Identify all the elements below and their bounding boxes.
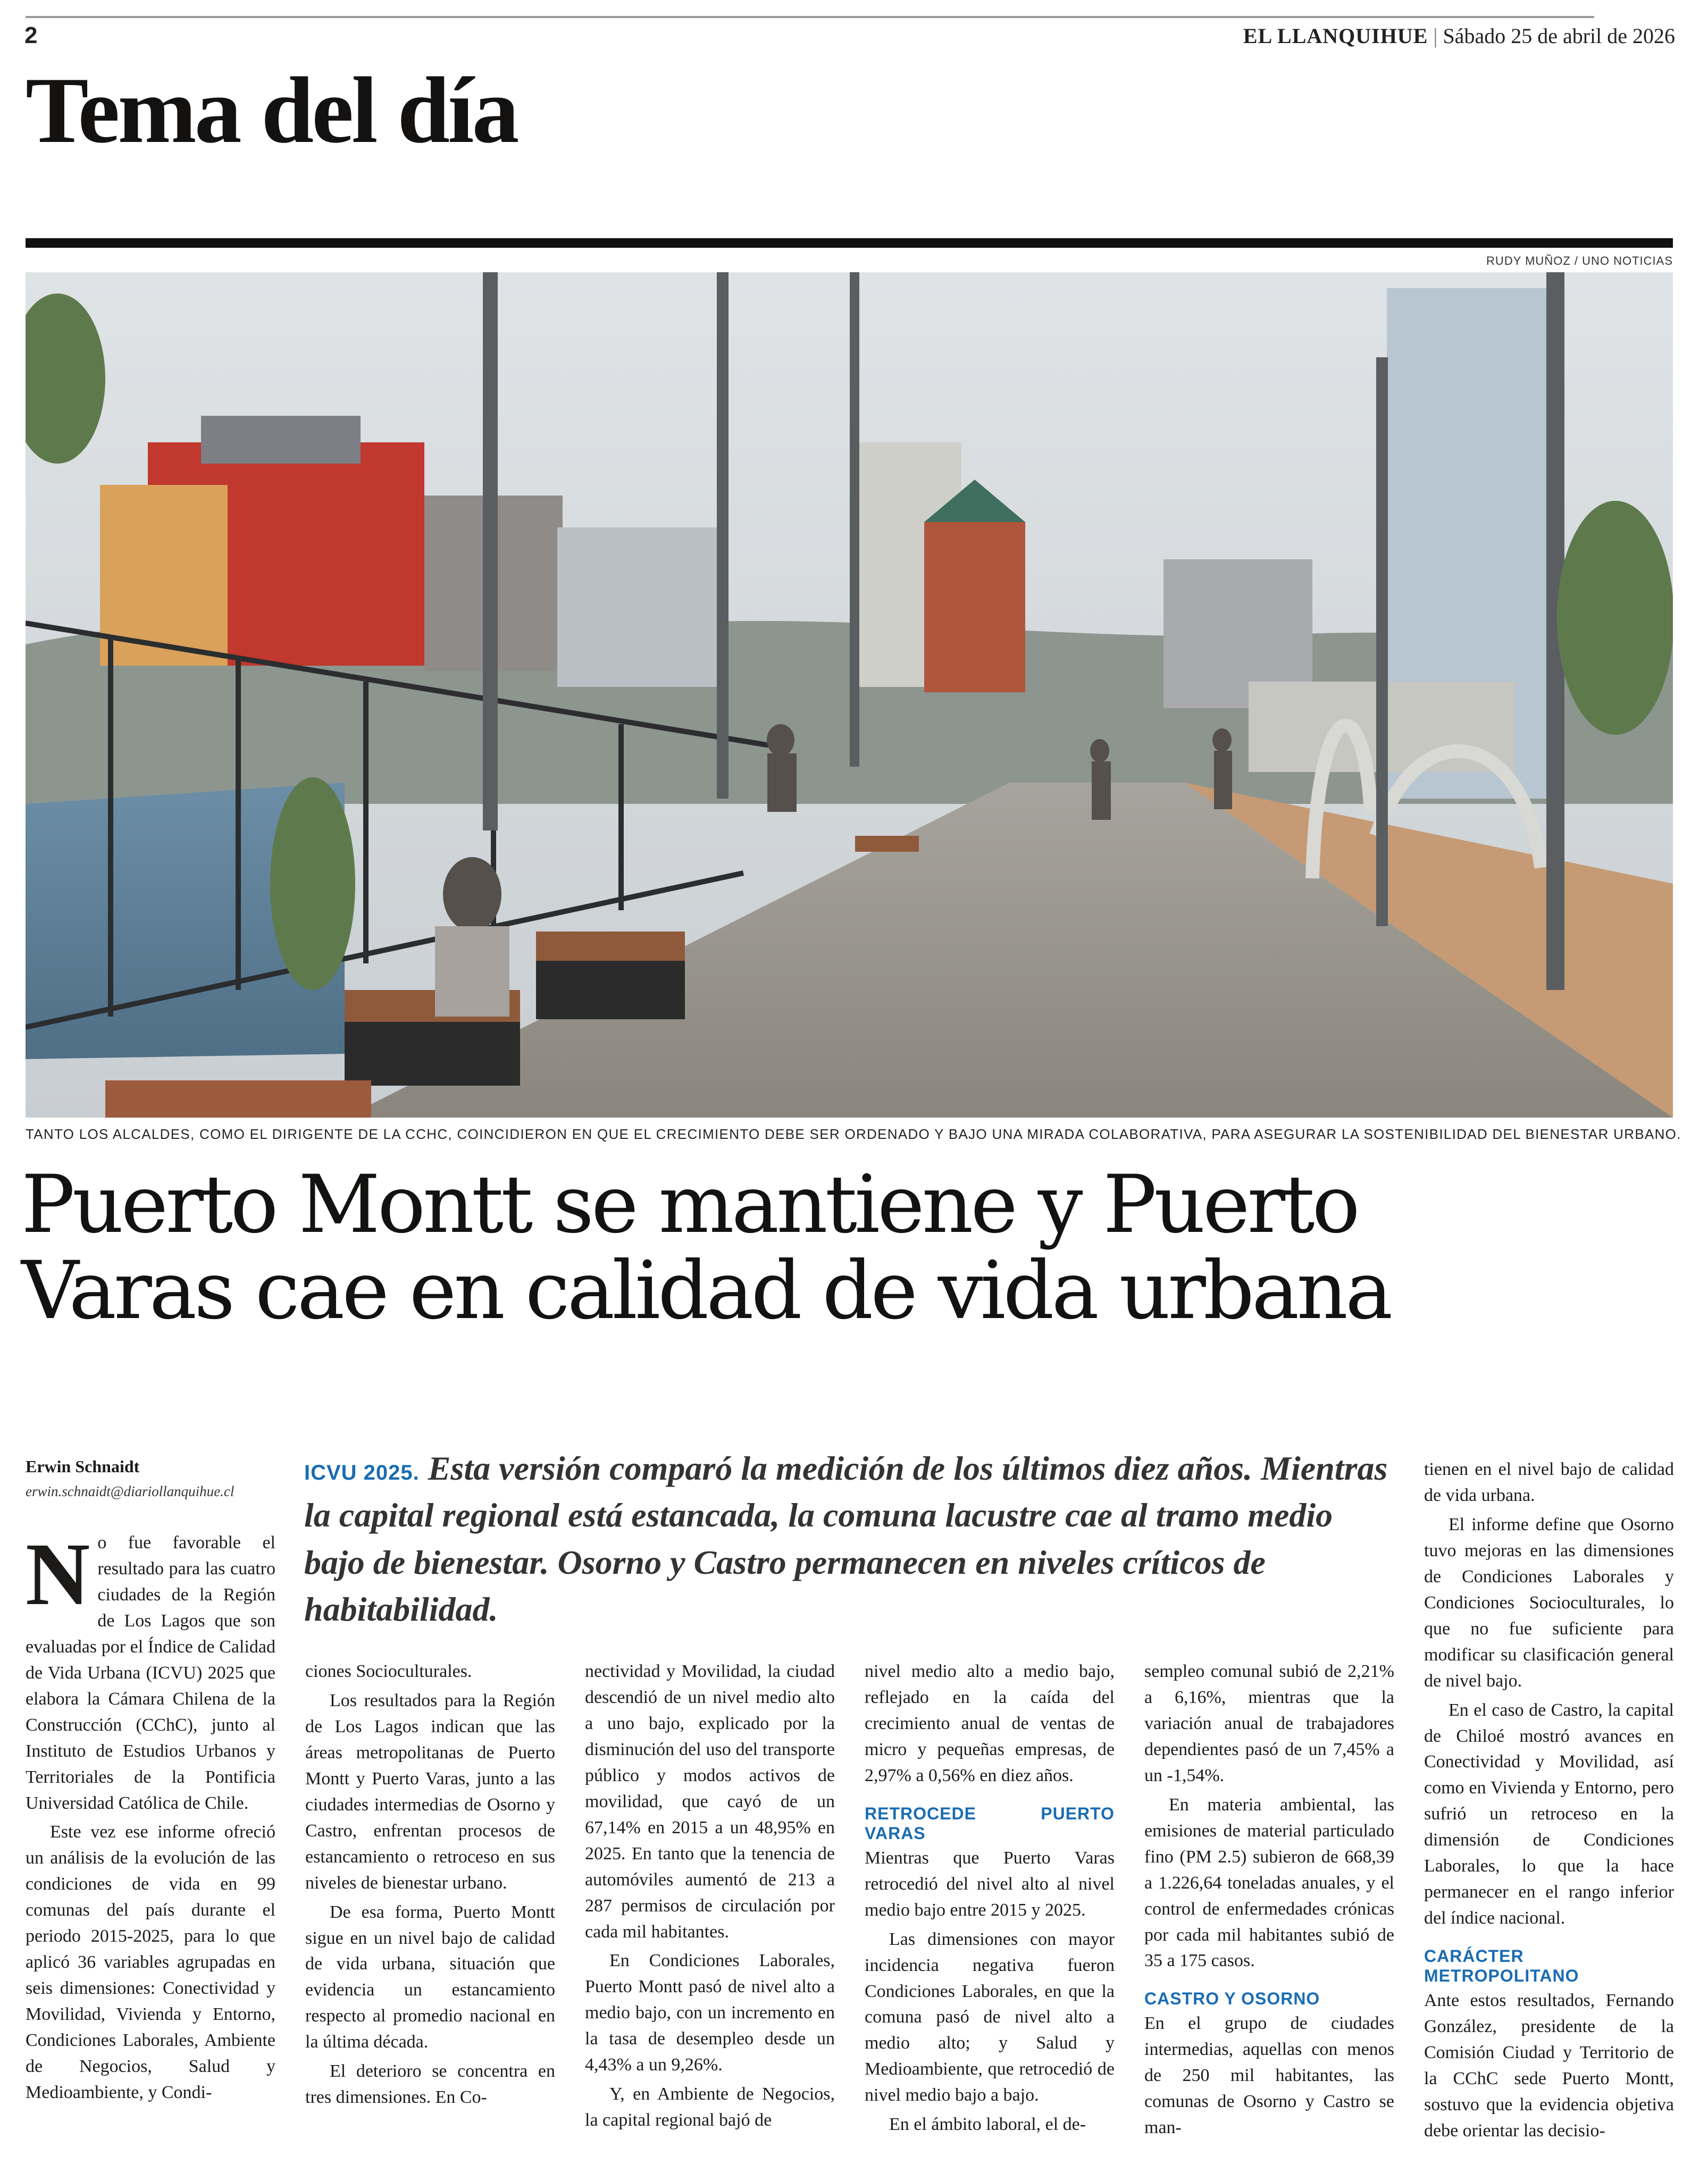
folio: EL LLANQUIHUE | Sábado 25 de abril de 2026 [1243, 24, 1675, 48]
paragraph: En el caso de Castro, la capital de Chiloé mostró avances en Conectividad y Movilidad, así como en Vivienda y Entorno, pero sufrió un retroceso en la dimensión de Condiciones Laborales, lo que la hace permanecer en el rango inferior del índice nacional. [1424, 1700, 1674, 1928]
main-photo [26, 272, 1673, 1118]
paragraph: Las dimensiones con mayor incidencia negativa fueron Condiciones Laborales, en que la comuna pasó de nivel alto a medio alto; y Salud y Medioambiente, que retrocedió de nivel medio bajo a bajo. [865, 1929, 1115, 2105]
deck-tag: ICVU 2025. [304, 1461, 420, 1484]
paragraph: El deterioro se concentra en tres dimensiones. En Co- [305, 2061, 555, 2108]
paragraph: ciones Socioculturales. [305, 1661, 472, 1681]
paragraph: tienen en el nivel bajo de calidad de vida urbana. [1424, 1459, 1674, 1505]
intro-text: o fue favorable el resultado para las cuatro ciudades de la Región de Los Lagos que son evaluadas por el Índice de Calidad de Vida Urbana (ICVU) 2025 que elabora la Cámara Chilena de la Construcción (CChC), junto al Instituto de Estudios Urbanos y Territoriales de la Pontificia Universidad Católica de Chile. [26, 1533, 275, 1813]
issue-date: Sábado 25 de abril de 2026 [1443, 24, 1675, 48]
paragraph: Mientras que Puerto Varas retrocedió del nivel alto al nivel medio bajo entre 2015 y 2025. [865, 1848, 1115, 1920]
column-2 [305, 1659, 555, 2114]
paragraph: De esa forma, Puerto Montt sigue en un nivel bajo de calidad de vida urbana, situación que evidencia un estancamiento respecto al promedio nacional en la última década. [305, 1902, 555, 2052]
paragraph: nivel medio alto a medio bajo, reflejado en la caída del crecimiento anual de ventas de micro y pequeñas empresas, de 2,97% a 0,56% en diez años. [865, 1661, 1115, 1785]
paragraph: En Condiciones Laborales, Puerto Montt pasó de nivel alto a medio bajo, con un incremento en la tasa de desempleo desde un 4,43% a un 9,26%. [585, 1951, 835, 2075]
headline [21, 1159, 1675, 1337]
section-title: Tema del día [26, 57, 517, 163]
deck [304, 1445, 1389, 1633]
deck-text: Esta versión comparó la medición de los últimos diez años. Mientras la capital regional está estancada, la comuna lacustre cae al tramo medio bajo de bienestar. Osorno y Castro permanecen en niveles críticos de habitabilidad. [304, 1449, 1388, 1628]
column-1 [26, 1525, 275, 2109]
author-email: erwin.schnaidt@diariollanquihue.cl [26, 1483, 235, 1499]
paragraph: Los resultados para la Región de Los Lagos indican que las áreas metropolitanas de Puerto Montt y Puerto Varas, junto a las ciudades intermedias de Osorno y Castro, enfrentan procesos de estancamiento o retroceso en sus niveles de bienestar urbano. [305, 1690, 555, 1893]
paragraph: Y, en Ambiente de Negocios, la capital regional bajó de [585, 2084, 835, 2130]
section-rule [26, 238, 1673, 248]
intro-paragraph [26, 1525, 275, 1816]
photo-credit: RUDY MUÑOZ / UNO NOTICIAS [1486, 254, 1673, 267]
paragraph: En materia ambiental, las emisiones de material particulado fino (PM 2.5) subieron de 668,39 a 1.226,64 toneladas anuales, y el control de enfermedades crónicas por cada mil habitantes subió de 35 a 175 casos. [1144, 1794, 1394, 1971]
column-5 [1144, 1659, 1394, 2144]
subhead-caracter-metropolitano: CARÁCTER METROPOLITANO [1424, 1946, 1579, 1986]
paragraph: nectividad y Movilidad, la ciudad descendió de un nivel medio alto a uno bajo, explicado por la disminución del uso del transporte público y modos activos de movilidad, que cayó de un 67,14% en 2015 a un 48,95% en 2025. En tanto que la tenencia de automóviles aumentó de 213 a 287 permisos de circulación por cada mil habitantes. [585, 1661, 835, 1942]
author: Erwin Schnaidt [26, 1457, 140, 1476]
drop-cap: N [26, 1525, 90, 1624]
newspaper-name: EL LLANQUIHUE [1243, 24, 1428, 48]
headline-line-1: Puerto Montt se mantiene y Puerto [21, 1159, 1358, 1251]
column-4 [865, 1659, 1115, 2141]
paragraph: En el ámbito laboral, el de- [889, 2114, 1086, 2135]
subhead-retrocede-puerto-varas: RETROCEDE PUERTO VARAS [865, 1803, 1115, 1843]
subhead-castro-y-osorno: CASTRO Y OSORNO [1144, 1989, 1320, 2009]
photo-caption: TANTO LOS ALCALDES, COMO EL DIRIGENTE DE LA CCHC, COINCIDIERON EN QUE EL CRECIMIENTO DEBE SER ORDENADO Y BAJO UNA MIRADA COLABORATIVA, PARA ASEGURAR LA SOSTENIBILIDAD DEL BIENESTAR URBANO. [26, 1126, 1681, 1142]
column-6 [1424, 1457, 1674, 2147]
paragraph: En el grupo de ciudades intermedias, aquellas con menos de 250 mil habitantes, las comunas de Osorno y Castro se man- [1144, 2013, 1394, 2138]
headline-line-2: Varas cae en calidad de vida urbana [21, 1245, 1391, 1337]
paragraph: El informe define que Osorno tuvo mejoras en las dimensiones de Condiciones Laborales y Condiciones Socioculturales, lo que no fue suficiente para modificar su clasificación general de nivel bajo. [1424, 1514, 1674, 1691]
top-rule [26, 16, 1594, 18]
paragraph: Este vez ese informe ofreció un análisis de la evolución de las condiciones de vida en 99 comunas del país durante el periodo 2015-2025, para lo que aplicó 36 variables agrupadas en seis dimensiones: Conectividad y Movilidad, Vivienda y Entorno, Condiciones Laborales, Ambiente de Negocios, Salud y Medioambiente, y Condi- [26, 1822, 275, 2103]
page-number: 2 [24, 22, 38, 48]
paragraph: sempleo comunal subió de 2,21% a 6,16%, mientras que la variación anual de trabajadores dependientes pasó de un 7,45% a un -1,54%. [1144, 1661, 1394, 1785]
paragraph: Ante estos resultados, Fernando González, presidente de la Comisión Ciudad y Territorio de la CChC sede Puerto Montt, sostuvo que la evidencia objetiva debe orientar las decisio- [1424, 1991, 1674, 2141]
column-3 [585, 1659, 835, 2137]
